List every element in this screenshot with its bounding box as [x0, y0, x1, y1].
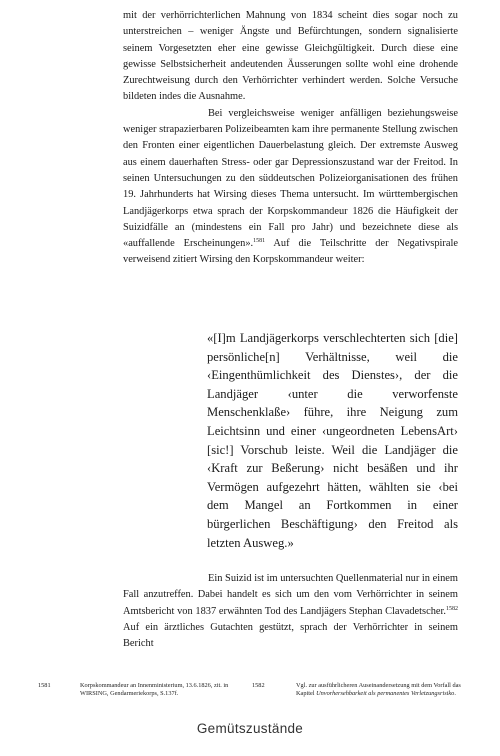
paragraph [123, 106, 458, 269]
page-footer-title: Gemütszustände [196, 721, 304, 736]
paragraph [123, 571, 458, 652]
footnote-number: 1582 [252, 682, 265, 689]
footnote-chapter-title: Unvorhersehbarkeit als permanentes Verletzungsrisiko [316, 690, 455, 698]
paragraph-text: Auf die Teilschritte der Negativspirale verweisend zitiert Wirsing den Korpskommandeur weiter: [123, 238, 458, 266]
block-quote: «[I]m Landjägerkorps verschlechterten sich [die] persönliche[n] Verhältnisse, weil die ‹Eingenthümlichkeit des Dienstes›, der die Landjäger ‹unter die verworfenste Menschenklaße› führe, ihre Neigung zum Leichtsinn und einer ‹ungeordneten LebensArt› [sic!] Vorschub leiste. Weil die Landjäger die ‹Kraft zur Beßerung› nicht besäßen und ihr Vermögen aufgezehrt hätten, wählten sie ‹bei dem Mangel an Fortkommen in einer bürgerlichen Beschäftigung› den Freitod als letzten Ausweg.» [207, 331, 458, 550]
footnote-text [296, 682, 466, 699]
footnote-text: Korpskommandeur an Innenministerium, 13.6.1826, zit. in WIRSING, Gendarmeriekorps, S.137f. [80, 682, 229, 698]
body-text-top [123, 8, 458, 269]
paragraph-text: Auf ein ärztliches Gutachten gestützt, sprach der Verhörrichter in seinem Bericht [123, 621, 458, 650]
paragraph-text: Ein Suizid ist im untersuchten Quellenmaterial nur in einem Fall anzutreffen. Dabei handelt es sich um den vom Verhörrichter in seinem Amtsbericht von 1837 erwähnten Tod des Landjägers Stephan Clavadetscher. [123, 573, 458, 617]
body-text-bottom [123, 571, 458, 652]
footnote-text-end: . [454, 690, 456, 698]
paragraph-text: Bei vergleichsweise weniger anfälligen beziehungsweise weniger strapazierbaren Polizeibeamten kam ihre permanente Stellung zwischen den Fronten einer eigentlichen Dauerbelastung gleich. Der extremste Ausweg aus einem dauerhaften Stress- oder gar Depressionszustand war der Freitod. In seinen Untersuchungen zu den süddeutschen Polizeiorganisationen des frühen 19. Jahrhunderts hat Wirsing dieses Thema untersucht. Im württembergischen Landjägerkorps etwa sprach der Korpskommandeur 1826 die Häufigkeit der Suizidfälle an (mindestens ein Fall pro Jahr) und bezeichnete diese als «auffallende Erscheinungen». [123, 107, 458, 250]
paragraph: mit der verhörrichterlichen Mahnung von 1834 scheint dies sogar noch zu unterstreichen – weniger Ängste und Befürchtungen, sondern signalisierte seinem Vorgesetzten eher eine gewisse Gleichgültigkeit. Durch diese eine gewisse Selbstsicherheit andeutenden Äusserungen sollte wohl eine drohende Zurechtweisung durch den Verhörrichter verhindert werden. Solche Versuche bildeten indes die Ausnahme. [123, 10, 458, 103]
footnote-number: 1581 [38, 682, 51, 689]
footnote-ref[interactable]: 1581 [253, 238, 266, 245]
footnote-ref[interactable]: 1582 [446, 605, 458, 612]
footnote-text-plain: Vgl. zur ausführlicheren Auseinandersetzung mit dem Vorfall das Kapitel [296, 682, 461, 698]
